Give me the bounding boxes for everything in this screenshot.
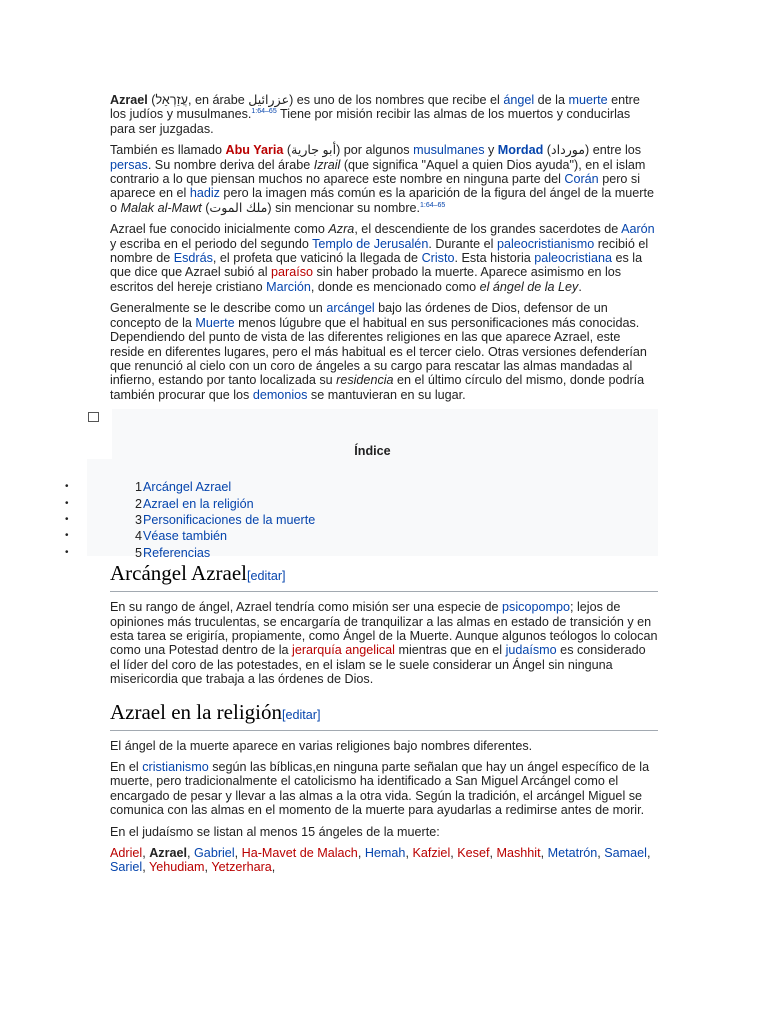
section-heading-religion: [110, 699, 658, 731]
text: (que significa "Aquel a quien Dios ayuda"), en el islam contrario a lo que piensan muchos no aparece este nombre en ninguna parte del: [110, 157, 646, 187]
text: pero la imagen más común es la aparición de la figura del ángel de la muerte o: [110, 186, 654, 215]
link-cristo[interactable]: Cristo: [421, 251, 455, 266]
link-paraiso[interactable]: paraíso: [271, 265, 314, 280]
edit-section-link[interactable]: [editar]: [282, 707, 321, 722]
link-muerte[interactable]: muerte: [568, 93, 608, 107]
separator: ,: [204, 860, 212, 875]
intro-paragraph-4: [110, 301, 658, 402]
text: según las bíblicas,en ninguna parte señalan que hay un ángel específico de la muerte, pero tradicionalmente el catolicismo ha identificado a San Miguel Arcángel como el encargado de pesar y llevar a las almas a la otra vida. Según la tradición, el arcángel Miguel se comunica con las almas en el momento de la muerte para ayudarlas a redimirse antes de morir.: [110, 759, 650, 818]
link-templo[interactable]: Templo de Jerusalén: [312, 236, 429, 251]
link-abu-yaria[interactable]: Abu Yaria: [225, 143, 284, 158]
angel-name[interactable]: Adriel: [110, 846, 143, 860]
term-izrail: Izrail: [313, 157, 341, 172]
text: pero si aparece en el: [110, 172, 641, 201]
text: . Su nombre deriva del árabe: [147, 157, 314, 172]
link-muerte-2[interactable]: Muerte: [195, 315, 235, 330]
text: Generalmente se le describe como un: [110, 301, 327, 316]
separator: ,: [540, 846, 548, 860]
toc-item-link[interactable]: Arcángel Azrael: [143, 480, 232, 495]
section2-paragraph-3: En el judaísmo se listan al menos 15 ángeles de la muerte:: [110, 824, 440, 839]
bullet-icon: •: [65, 530, 69, 542]
separator: ,: [597, 846, 605, 860]
link-aaron[interactable]: Aarón: [621, 222, 655, 237]
section1-paragraph: [110, 600, 658, 686]
text: .: [578, 279, 582, 294]
link-persas[interactable]: persas: [110, 157, 148, 172]
toc-item-number: 3: [135, 512, 143, 527]
text: bajo las órdenes de Dios, defensor de un concepto de la: [110, 301, 608, 330]
link-hadiz[interactable]: hadiz: [189, 186, 220, 201]
angel-name[interactable]: Hemah: [364, 846, 406, 860]
link-paleocristianismo[interactable]: paleocristianismo: [496, 236, 595, 251]
text: En el: [110, 759, 143, 774]
term-angel-ley: el ángel de la Ley: [479, 279, 579, 294]
link-musulmanes[interactable]: musulmanes: [413, 143, 485, 158]
bullet-icon: •: [65, 497, 69, 509]
text: También es llamado: [110, 143, 226, 158]
term-azrael: Azrael: [110, 93, 148, 107]
link-coran[interactable]: Corán: [564, 172, 599, 187]
text: y: [484, 143, 498, 158]
separator: ,: [646, 846, 651, 860]
text: (مورداد) entre los: [543, 143, 642, 158]
text: menos lúgubre que el habitual en sus personificaciones más conocidas. Dependiendo del punto de vista de las diferentes religiones en las que aparece Azrael, este reside en diferentes lugares, pero el más habitual es el tercer cielo. Otras versiones defenderían que renunció al cielo con un coro de ángeles a su cargo para rescatar las almas mandadas al infierno, estando por tanto localizada su: [110, 315, 647, 388]
intro-paragraph-2: [110, 143, 658, 215]
text: mientras que en el: [394, 643, 506, 658]
section-heading-arcangel: [110, 560, 658, 592]
term-residencia: residencia: [336, 373, 394, 388]
text: , el profeta que vaticinó la llegada de: [212, 251, 422, 266]
separator: ,: [450, 846, 458, 860]
toc-item-number: 5: [135, 545, 143, 560]
text: sin haber probado la muerte. Aparece asimismo en los escritos del hereje cristiano: [110, 265, 622, 294]
toc-item-link[interactable]: Personificaciones de la muerte: [143, 512, 316, 527]
text: se mantuvieran en su lugar.: [307, 387, 466, 402]
text: Azrael fue conocido inicialmente como: [110, 222, 329, 237]
separator: ,: [142, 846, 150, 860]
link-demonios[interactable]: demonios: [252, 387, 308, 402]
angel-name[interactable]: Gabriel: [194, 846, 235, 860]
heading-text: Arcángel Azrael: [110, 561, 248, 586]
toc-toggle-checkbox[interactable]: [88, 412, 99, 422]
angel-name[interactable]: Kesef: [457, 846, 490, 860]
link-arcangel[interactable]: arcángel: [326, 301, 375, 316]
text: . Durante el: [428, 236, 497, 251]
bullet-icon: •: [65, 481, 69, 493]
link-paleocristiana[interactable]: paleocristiana: [534, 251, 612, 266]
bullet-icon: •: [65, 546, 69, 558]
toc-item-number: 1: [135, 480, 143, 495]
separator: ,: [234, 846, 242, 860]
text: es la que dice que Azrael subió al: [110, 251, 643, 280]
intro-paragraph-3: [110, 222, 658, 294]
text: entre los judíos y musulmanes.: [110, 93, 640, 122]
angel-name[interactable]: Samael: [604, 846, 647, 860]
separator: ,: [187, 846, 195, 860]
link-mordad[interactable]: Mordad: [497, 143, 544, 158]
angel-name[interactable]: Ha-Mavet de Malach: [241, 846, 358, 860]
text: . Esta historia: [454, 251, 535, 266]
toc-item-link[interactable]: Referencias: [143, 545, 211, 560]
reference-2[interactable]: 1:64–65: [420, 201, 446, 209]
text: (أبو جارية) por algunos: [283, 143, 414, 158]
link-marcion[interactable]: Marción: [266, 279, 311, 294]
reference-1[interactable]: 1:64–65: [251, 108, 277, 116]
link-psicopompo[interactable]: psicopompo: [502, 600, 570, 615]
heading-text: Azrael en la religión: [110, 699, 282, 724]
separator: ,: [489, 846, 497, 860]
text: , el descendiente de los grandes sacerdotes de: [354, 222, 622, 237]
section2-paragraph-2: [110, 760, 658, 818]
text: En su rango de ángel, Azrael tendría como misión ser una especie de: [110, 600, 503, 615]
angel-name[interactable]: Metatrón: [547, 846, 598, 860]
section2-paragraph-1: El ángel de la muerte aparece en varias religiones bajo nombres diferentes.: [110, 738, 533, 753]
toc-item-link[interactable]: Véase también: [143, 529, 228, 544]
intro-paragraph-1: [110, 93, 658, 136]
text: , donde es mencionado como: [310, 279, 480, 294]
text: de la: [534, 93, 569, 107]
link-jerarquia[interactable]: jerarquía angelical: [292, 643, 395, 658]
article-content: [65, 93, 658, 882]
toc-item-number: 4: [135, 529, 143, 544]
term-azra: Azra: [328, 222, 355, 237]
toc-item-link[interactable]: Azrael en la religión: [143, 496, 254, 511]
angel-name[interactable]: Mashhit: [496, 846, 541, 860]
text: (עֲזַרְאֵל, en árabe عزرائيل) es uno de los nombres que recibe el: [147, 93, 504, 107]
text: ; lejos de opiniones más truculentas, se encargaría de tranquilizar a las almas en estado de transición y en esta tarea se erigiría, propiamente, como Ángel de la Muerte. Aunque algunos teólogos lo colocan como una Potestad dentro de la: [110, 600, 658, 658]
link-judaismo[interactable]: judaísmo: [505, 643, 557, 658]
text: en el último círculo del mismo, donde podría también procurar que los: [110, 373, 645, 402]
angel-list: [110, 846, 658, 875]
separator: ,: [357, 846, 365, 860]
text: y escriba en el periodo del segundo: [110, 236, 313, 251]
term-malak: Malak al-Mawt: [120, 200, 202, 215]
text: (ملك الموت) sin mencionar su nombre.: [201, 200, 421, 215]
link-esdras[interactable]: Esdrás: [173, 251, 213, 266]
link-cristianismo[interactable]: cristianismo: [142, 759, 209, 774]
edit-section-link[interactable]: [editar]: [247, 569, 286, 584]
separator: ,: [271, 860, 276, 875]
separator: ,: [405, 846, 413, 860]
text: Tiene por misión recibir las almas de los muertos y conducirlas para ser juzgadas.: [110, 107, 631, 136]
toc-title: Índice: [354, 444, 391, 459]
link-angel[interactable]: ángel: [503, 93, 535, 107]
toc-item-number: 2: [135, 496, 143, 511]
text: recibió el nombre de: [110, 236, 649, 266]
text: es considerado el líder del coro de las potestades, en el islam se le suele considerar un Ángel sin ninguna misericordia que trabaja a las órdenes de Dios.: [110, 643, 646, 687]
table-of-contents: [65, 409, 658, 560]
angel-name[interactable]: Yetzerhara: [211, 860, 272, 875]
angel-name[interactable]: Sariel: [110, 860, 143, 875]
angel-name[interactable]: Kafziel: [412, 846, 451, 860]
angel-name: Azrael: [149, 846, 188, 860]
angel-name[interactable]: Yehudiam: [148, 860, 205, 875]
bullet-icon: •: [65, 513, 69, 525]
separator: ,: [142, 860, 149, 875]
